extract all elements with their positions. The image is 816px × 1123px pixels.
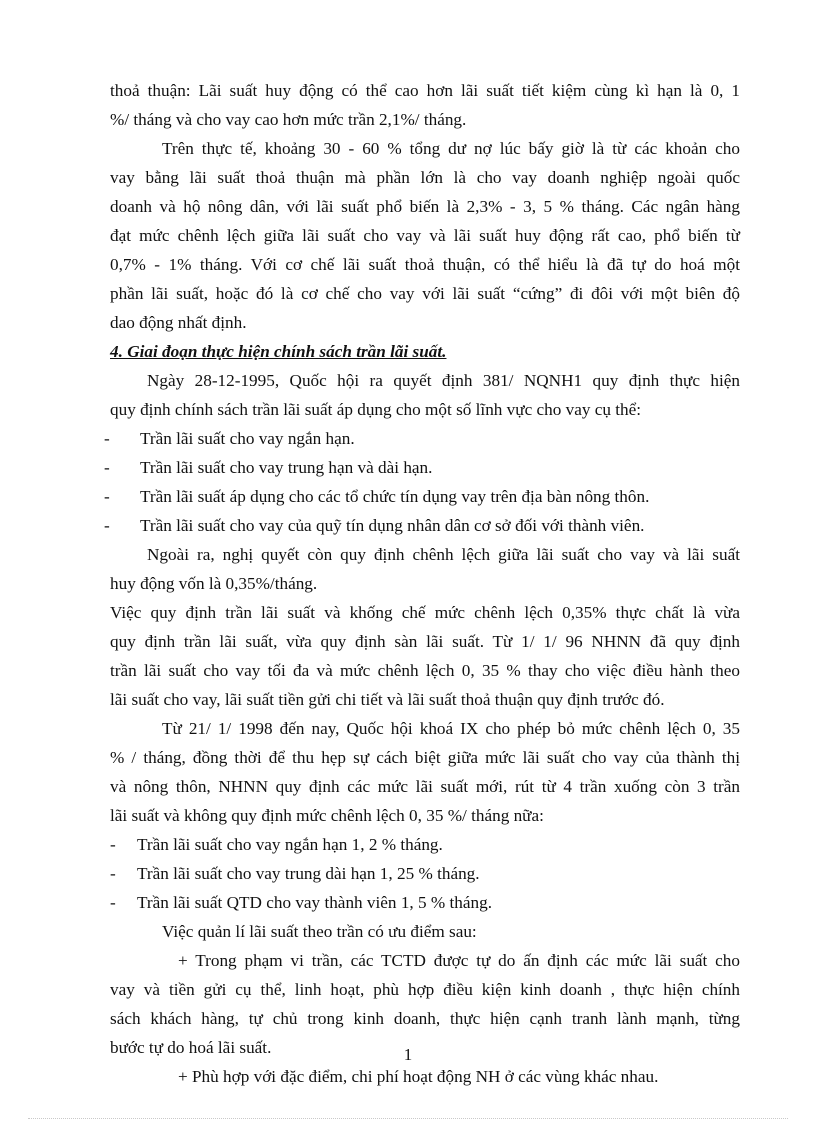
list-item [110, 859, 740, 888]
text-line: trần lãi suất cho vay tối đa và mức chênh lệch 0, 35 % thay cho việc điều hành theo [110, 661, 740, 680]
bullet-marker: - [110, 893, 116, 912]
bullet-marker: - [104, 429, 110, 448]
list-item [104, 482, 740, 511]
bullet-marker: - [110, 864, 116, 883]
text-line: và nông thôn, NHNN quy định các mức lãi suất mới, rút từ 4 trần xuống còn 3 trần [110, 777, 740, 796]
text-line: 0,7% - 1% tháng. Với cơ chế lãi suất thoả thuận, có thể hiểu là đã tự do hoá một [110, 255, 740, 274]
list-item-text: Trần lãi suất cho vay ngắn hạn. [140, 429, 355, 448]
list-item [110, 888, 740, 917]
list-item-text: Trần lãi suất cho vay trung hạn và dài hạn. [140, 458, 433, 477]
text-line: quy định chính sách trần lãi suất áp dụng cho một số lĩnh vực cho vay cụ thể: [110, 400, 642, 419]
list-item [110, 830, 740, 859]
text-line: Từ 21/ 1/ 1998 đến nay, Quốc hội khoá IX cho phép bỏ mức chênh lệch 0, 35 [162, 719, 740, 738]
text-line: Việc quản lí lãi suất theo trần có ưu điểm sau: [162, 922, 477, 941]
text-line: doanh và hộ nông dân, với lãi suất phổ biến là 2,3% - 3, 5 % tháng. Các ngân hàng [110, 197, 740, 216]
text-line: dao động nhất định. [110, 313, 247, 332]
text-line: phần lãi suất, hoặc đó là cơ chế cho vay với lãi suất “cứng” đi đôi với một biên độ [110, 284, 740, 303]
list-item-text: Trần lãi suất cho vay trung dài hạn 1, 25 % tháng. [137, 864, 480, 883]
list-item [104, 424, 740, 453]
bullet-marker: - [104, 458, 110, 477]
document-body [104, 76, 740, 1091]
footer-divider [28, 1118, 788, 1119]
text-line: Ngoài ra, nghị quyết còn quy định chênh lệch giữa lãi suất cho vay và lãi suất [147, 545, 740, 564]
text-line: quy định trần lãi suất, vừa quy định sàn lãi suất. Từ 1/ 1/ 96 NHNN đã quy định [110, 632, 740, 651]
text-line: huy động vốn là 0,35%/tháng. [110, 574, 318, 593]
list-item [104, 453, 740, 482]
text-line: Việc quy định trần lãi suất và khống chế mức chênh lệch 0,35% thực chất là vừa [110, 603, 740, 622]
text-line: thoả thuận: Lãi suất huy động có thể cao hơn lãi suất tiết kiệm cùng kì hạn là 0, 1 [110, 81, 740, 100]
list-item-text: Trần lãi suất cho vay ngắn hạn 1, 2 % tháng. [137, 835, 443, 854]
list-item [104, 511, 740, 540]
section-heading: 4. Giai đoạn thực hiện chính sách trần lãi suất. [110, 342, 447, 361]
text-line: Trên thực tế, khoảng 30 - 60 % tổng dư nợ lúc bấy giờ là từ các khoản cho [162, 139, 740, 158]
text-line: bước tự do hoá lãi suất. [110, 1038, 272, 1057]
text-line: + Phù hợp với đặc điểm, chi phí hoạt động NH ở các vùng khác nhau. [178, 1067, 659, 1086]
bullet-marker: - [104, 487, 110, 506]
list-item-text: Trần lãi suất cho vay của quỹ tín dụng nhân dân cơ sở đối với thành viên. [140, 516, 645, 535]
page-number: 1 [403, 1045, 413, 1064]
text-line: Ngày 28-12-1995, Quốc hội ra quyết định 381/ NQNH1 quy định thực hiện [147, 371, 740, 390]
bullet-marker: - [104, 516, 110, 535]
text-line: lãi suất cho vay, lãi suất tiền gửi chi tiết và lãi suất thoả thuận quy định trước đó. [110, 690, 665, 709]
list-item-text: Trần lãi suất áp dụng cho các tổ chức tín dụng vay trên địa bàn nông thôn. [140, 487, 650, 506]
text-line: vay và tiền gửi cụ thể, linh hoạt, phù hợp điều kiện kinh doanh , thực hiện chính [110, 980, 740, 999]
text-line: vay bằng lãi suất thoả thuận mà phần lớn là cho vay doanh nghiệp ngoài quốc [110, 168, 740, 187]
text-line: + Trong phạm vi trần, các TCTD được tự do ấn định các mức lãi suất cho [178, 951, 740, 970]
text-line: %/ tháng và cho vay cao hơn mức trần 2,1%/ tháng. [110, 110, 467, 129]
list-item-text: Trần lãi suất QTD cho vay thành viên 1, 5 % tháng. [137, 893, 492, 912]
text-line: đạt mức chênh lệch giữa lãi suất cho vay và lãi suất huy động rất cao, phổ biến từ [110, 226, 740, 245]
bullet-marker: - [110, 835, 116, 854]
text-line: % / tháng, đồng thời để thu hẹp sự cách biệt giữa mức lãi suất cho vay của thành thị [110, 748, 740, 767]
text-line: sách khách hàng, tự chủ trong kinh doanh, thực hiện cạnh tranh lành mạnh, từng [110, 1009, 740, 1028]
text-line: lãi suất và không quy định mức chênh lệch 0, 35 %/ tháng nữa: [110, 806, 544, 825]
